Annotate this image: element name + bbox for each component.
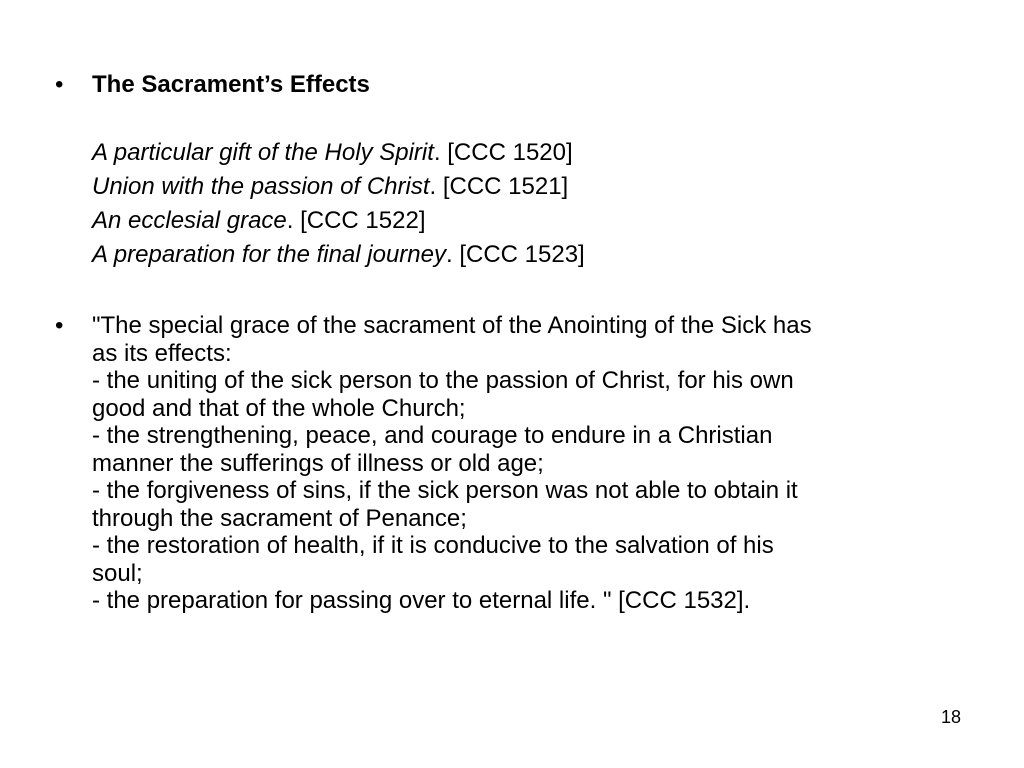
effect-term: A particular gift of the Holy Spirit [92, 139, 434, 166]
effect-ref: . [CCC 1523] [446, 241, 585, 268]
quote-text [92, 312, 952, 615]
bullet-marker: • [55, 312, 64, 339]
bullet-body [92, 71, 952, 272]
bullet-marker: • [55, 71, 64, 98]
effect-item [92, 170, 952, 204]
quote-line: - the restoration of health, if it is conducive to the salvation of his [92, 532, 774, 559]
effect-item [92, 204, 952, 238]
effect-ref: . [CCC 1520] [433, 139, 573, 166]
quote-line: - the forgiveness of sins, if the sick person was not able to obtain it [92, 477, 798, 504]
page-number: 18 [941, 707, 962, 727]
effect-ref: . [CCC 1521] [429, 173, 569, 200]
effect-item [92, 136, 952, 170]
quote-line: through the sacrament of Penance; [92, 504, 467, 532]
effect-item [92, 238, 952, 272]
slide-heading: The Sacrament’s Effects [92, 71, 370, 98]
quote-line: "The special grace of the sacrament of the Anointing of the Sick has [92, 312, 812, 339]
effect-term: A preparation for the final journey [92, 241, 446, 268]
effect-ref: . [CCC 1522] [286, 207, 426, 234]
effect-term: An ecclesial grace [92, 207, 287, 234]
effects-list [92, 136, 952, 272]
quote-line: - the strengthening, peace, and courage to endure in a Christian [92, 422, 773, 449]
quote-line: soul; [92, 559, 143, 587]
quote-line: as its effects: [92, 339, 232, 367]
quote-line: manner the sufferings of illness or old age; [92, 449, 544, 477]
quote-line: good and that of the whole Church; [92, 394, 466, 422]
quote-line: - the uniting of the sick person to the passion of Christ, for his own [92, 367, 794, 394]
effect-term: Union with the passion of Christ [92, 173, 430, 200]
quote-line: - the preparation for passing over to eternal life. " [CCC 1532]. [92, 587, 751, 614]
